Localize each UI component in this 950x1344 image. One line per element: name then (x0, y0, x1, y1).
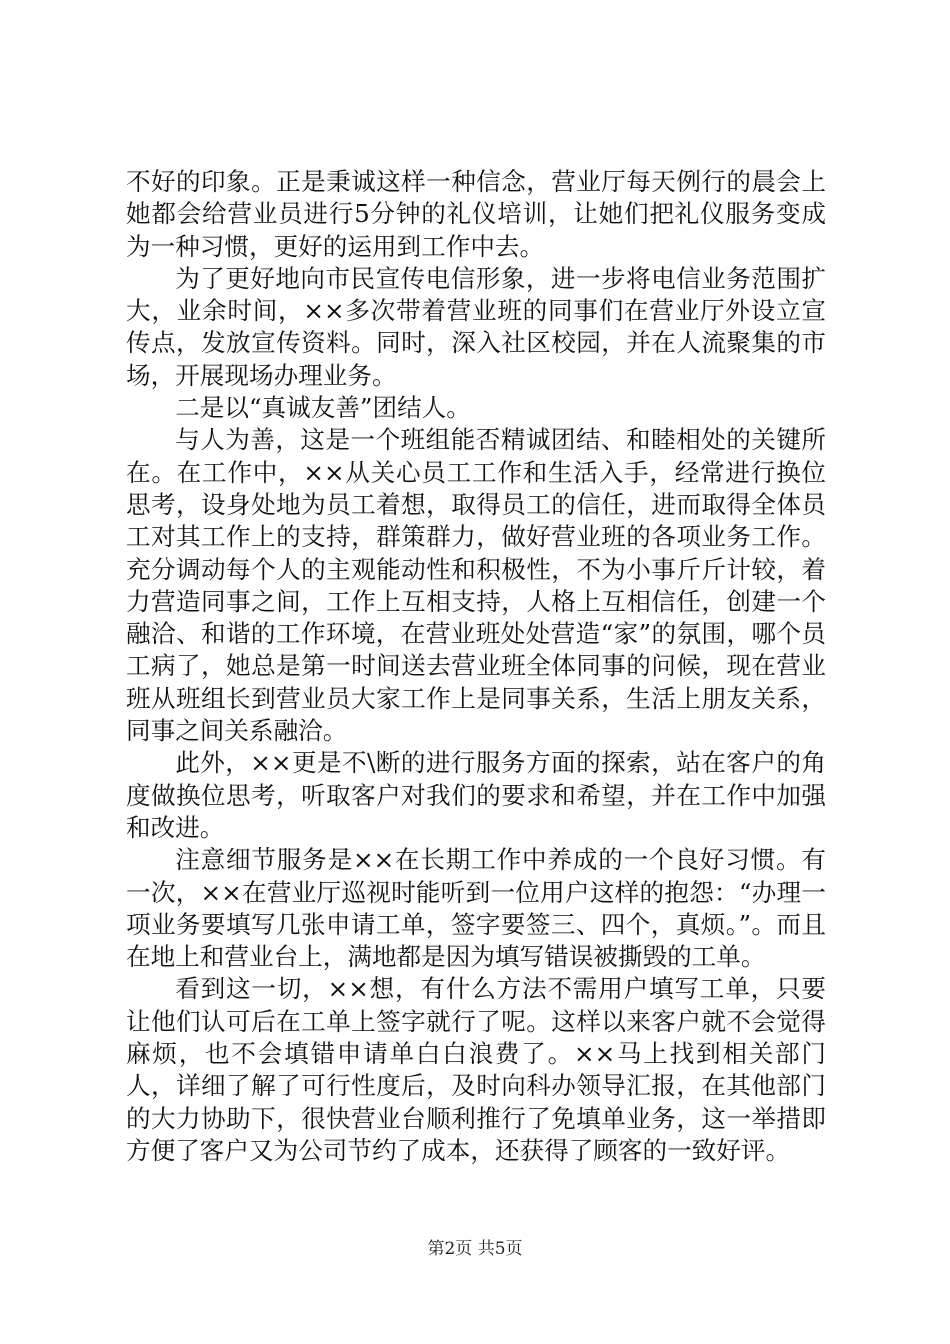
paragraph-2: 为了更好地向市民宣传电信形象，进一步将电信业务范围扩大，业余时间，××多次带着营业班的同事们在营业厅外设立宣传点，发放宣传资料。同时，深入社区校园，并在人流聚集的市场，开展现场办理业务。 (126, 263, 826, 390)
paragraph-7: 看到这一切，××想，有什么方法不需用户填写工单，只要让他们认可后在工单上签字就行了呢。这样以来客户就不会觉得麻烦，也不会填错申请单白白浪费了。××马上找到相关部门人，详细了解了可行性度后，及时向科办领导汇报，在其他部门的大力协助下，很快营业台顺利推行了免填单业务，这一举措即方便了客户又为公司节约了成本，还获得了顾客的一致好评。 (126, 974, 826, 1165)
document-body (126, 166, 826, 1167)
page-footer: 第2页 共5页 (427, 1239, 523, 1259)
paragraph-3-heading: 二是以“真诚友善”团结人。 (175, 393, 471, 423)
paragraph-4: 与人为善，这是一个班组能否精诚团结、和睦相处的关键所在。在工作中，××从关心员工工作和生活入手，经常进行换位思考，设身处地为员工着想，取得员工的信任，进而取得全体员工对其工作上的支持，群策群力，做好营业班的各项业务工作。充分调动每个人的主观能动性和积极性，不为小事斤斤计较，着力营造同事之间，工作上互相支持，人格上互相信任，创建一个融洽、和谐的工作环境，在营业班处处营造“家”的氛围，哪个员工病了，她总是第一时间送去营业班全体同事的问候，现在营业班从班组长到营业员大家工作上是同事关系，生活上朋友关系，同事之间关系融洽。 (126, 425, 826, 746)
paragraph-6: 注意细节服务是××在长期工作中养成的一个良好习惯。有一次，××在营业厅巡视时能听到一位用户这样的抱怨：“办理一项业务要填写几张申请工单，签字要签三、四个，真烦。”。而且在地上和营业台上，满地都是因为填写错误被撕毁的工单。 (126, 845, 826, 972)
paragraph-5: 此外，××更是不\断的进行服务方面的探索，站在客户的角度做换位思考，听取客户对我们的要求和希望，并在工作中加强和改进。 (126, 748, 826, 842)
paragraph-1: 不好的印象。正是秉诚这样一种信念，营业厅每天例行的晨会上她都会给营业员进行5分钟的礼仪培训，让她们把礼仪服务变成为一种习惯，更好的运用到工作中去。 (126, 167, 826, 261)
